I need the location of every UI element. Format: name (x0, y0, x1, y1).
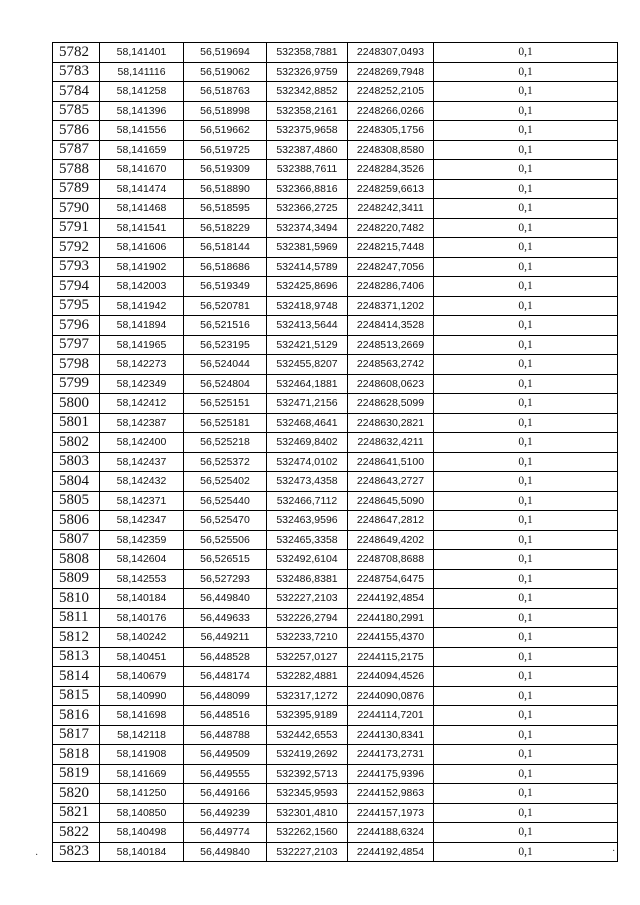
point-number-cell: 5802 (53, 433, 100, 453)
point-number-cell: 5813 (53, 647, 100, 667)
point-number-cell: 5807 (53, 530, 100, 550)
table-row (53, 316, 618, 336)
latitude-cell: 58,141116 (100, 62, 184, 82)
point-number-cell: 5786 (53, 121, 100, 141)
y-coordinate-cell: 2244115,2175 (348, 647, 434, 667)
x-coordinate-cell: 532464,1881 (267, 374, 348, 394)
x-coordinate-cell: 532474,0102 (267, 452, 348, 472)
x-coordinate-cell: 532366,8816 (267, 179, 348, 199)
point-number-cell: 5810 (53, 589, 100, 609)
latitude-cell: 58,142371 (100, 491, 184, 511)
table-row (53, 160, 618, 180)
table-row (53, 745, 618, 765)
latitude-cell: 58,140679 (100, 667, 184, 687)
latitude-cell: 58,141250 (100, 784, 184, 804)
x-coordinate-cell: 532374,3494 (267, 218, 348, 238)
accuracy-cell: 0,1 (434, 374, 618, 394)
accuracy-cell: 0,1 (434, 491, 618, 511)
latitude-cell: 58,140184 (100, 842, 184, 862)
point-number-cell: 5814 (53, 667, 100, 687)
latitude-cell: 58,140990 (100, 686, 184, 706)
accuracy-cell: 0,1 (434, 62, 618, 82)
point-number-cell: 5804 (53, 472, 100, 492)
y-coordinate-cell: 2244180,2991 (348, 608, 434, 628)
longitude-cell: 56,448174 (184, 667, 267, 687)
scan-speck: · (35, 850, 39, 861)
latitude-cell: 58,141258 (100, 82, 184, 102)
table-row (53, 101, 618, 121)
y-coordinate-cell: 2244192,4854 (348, 842, 434, 862)
latitude-cell: 58,140451 (100, 647, 184, 667)
y-coordinate-cell: 2248563,2742 (348, 355, 434, 375)
point-number-cell: 5820 (53, 784, 100, 804)
x-coordinate-cell: 532395,9189 (267, 706, 348, 726)
y-coordinate-cell: 2244130,8341 (348, 725, 434, 745)
latitude-cell: 58,142003 (100, 277, 184, 297)
point-number-cell: 5823 (53, 842, 100, 862)
point-number-cell: 5782 (53, 43, 100, 63)
accuracy-cell: 0,1 (434, 725, 618, 745)
x-coordinate-cell: 532463,9596 (267, 511, 348, 531)
point-number-cell: 5789 (53, 179, 100, 199)
y-coordinate-cell: 2248252,2105 (348, 82, 434, 102)
table-row (53, 82, 618, 102)
table-row (53, 667, 618, 687)
longitude-cell: 56,448528 (184, 647, 267, 667)
x-coordinate-cell: 532455,8207 (267, 355, 348, 375)
latitude-cell: 58,141942 (100, 296, 184, 316)
accuracy-cell: 0,1 (434, 335, 618, 355)
x-coordinate-cell: 532492,6104 (267, 550, 348, 570)
y-coordinate-cell: 2248608,0623 (348, 374, 434, 394)
x-coordinate-cell: 532468,4641 (267, 413, 348, 433)
latitude-cell: 58,141541 (100, 218, 184, 238)
latitude-cell: 58,141670 (100, 160, 184, 180)
y-coordinate-cell: 2248247,7056 (348, 257, 434, 277)
accuracy-cell: 0,1 (434, 803, 618, 823)
longitude-cell: 56,525402 (184, 472, 267, 492)
longitude-cell: 56,449774 (184, 823, 267, 843)
point-number-cell: 5808 (53, 550, 100, 570)
longitude-cell: 56,519694 (184, 43, 267, 63)
longitude-cell: 56,525218 (184, 433, 267, 453)
table-row (53, 706, 618, 726)
accuracy-cell: 0,1 (434, 569, 618, 589)
accuracy-cell: 0,1 (434, 647, 618, 667)
y-coordinate-cell: 2244188,6324 (348, 823, 434, 843)
point-number-cell: 5785 (53, 101, 100, 121)
longitude-cell: 56,523195 (184, 335, 267, 355)
longitude-cell: 56,518229 (184, 218, 267, 238)
x-coordinate-cell: 532419,2692 (267, 745, 348, 765)
latitude-cell: 58,141606 (100, 238, 184, 258)
x-coordinate-cell: 532366,2725 (267, 199, 348, 219)
table-row (53, 413, 618, 433)
x-coordinate-cell: 532418,9748 (267, 296, 348, 316)
latitude-cell: 58,142359 (100, 530, 184, 550)
x-coordinate-cell: 532413,5644 (267, 316, 348, 336)
y-coordinate-cell: 2248220,7482 (348, 218, 434, 238)
longitude-cell: 56,525151 (184, 394, 267, 414)
latitude-cell: 58,141669 (100, 764, 184, 784)
accuracy-cell: 0,1 (434, 550, 618, 570)
x-coordinate-cell: 532486,8381 (267, 569, 348, 589)
accuracy-cell: 0,1 (434, 608, 618, 628)
accuracy-cell: 0,1 (434, 530, 618, 550)
y-coordinate-cell: 2248284,3526 (348, 160, 434, 180)
x-coordinate-cell: 532442,6553 (267, 725, 348, 745)
table-row (53, 530, 618, 550)
point-number-cell: 5788 (53, 160, 100, 180)
y-coordinate-cell: 2248266,0266 (348, 101, 434, 121)
x-coordinate-cell: 532257,0127 (267, 647, 348, 667)
y-coordinate-cell: 2248649,4202 (348, 530, 434, 550)
longitude-cell: 56,449840 (184, 589, 267, 609)
latitude-cell: 58,141401 (100, 43, 184, 63)
longitude-cell: 56,525440 (184, 491, 267, 511)
x-coordinate-cell: 532387,4860 (267, 140, 348, 160)
longitude-cell: 56,525470 (184, 511, 267, 531)
longitude-cell: 56,518686 (184, 257, 267, 277)
point-number-cell: 5797 (53, 335, 100, 355)
x-coordinate-cell: 532414,5789 (267, 257, 348, 277)
longitude-cell: 56,518144 (184, 238, 267, 258)
longitude-cell: 56,519662 (184, 121, 267, 141)
latitude-cell: 58,141965 (100, 335, 184, 355)
accuracy-cell: 0,1 (434, 745, 618, 765)
longitude-cell: 56,449840 (184, 842, 267, 862)
x-coordinate-cell: 532317,1272 (267, 686, 348, 706)
x-coordinate-cell: 532471,2156 (267, 394, 348, 414)
table-row (53, 62, 618, 82)
accuracy-cell: 0,1 (434, 296, 618, 316)
y-coordinate-cell: 2244175,9396 (348, 764, 434, 784)
table-row (53, 374, 618, 394)
point-number-cell: 5793 (53, 257, 100, 277)
accuracy-cell: 0,1 (434, 218, 618, 238)
accuracy-cell: 0,1 (434, 43, 618, 63)
table-row (53, 199, 618, 219)
y-coordinate-cell: 2248305,1756 (348, 121, 434, 141)
table-row (53, 277, 618, 297)
accuracy-cell: 0,1 (434, 101, 618, 121)
table-row (53, 433, 618, 453)
point-number-cell: 5800 (53, 394, 100, 414)
accuracy-cell: 0,1 (434, 472, 618, 492)
table-row (53, 394, 618, 414)
accuracy-cell: 0,1 (434, 842, 618, 862)
y-coordinate-cell: 2248308,8580 (348, 140, 434, 160)
y-coordinate-cell: 2248215,7448 (348, 238, 434, 258)
longitude-cell: 56,527293 (184, 569, 267, 589)
x-coordinate-cell: 532226,2794 (267, 608, 348, 628)
x-coordinate-cell: 532466,7112 (267, 491, 348, 511)
longitude-cell: 56,449211 (184, 628, 267, 648)
y-coordinate-cell: 2244192,4854 (348, 589, 434, 609)
x-coordinate-cell: 532282,4881 (267, 667, 348, 687)
longitude-cell: 56,520781 (184, 296, 267, 316)
table-row (53, 238, 618, 258)
point-number-cell: 5795 (53, 296, 100, 316)
latitude-cell: 58,142432 (100, 472, 184, 492)
x-coordinate-cell: 532358,2161 (267, 101, 348, 121)
y-coordinate-cell: 2248269,7948 (348, 62, 434, 82)
longitude-cell: 56,448516 (184, 706, 267, 726)
point-number-cell: 5815 (53, 686, 100, 706)
longitude-cell: 56,449239 (184, 803, 267, 823)
point-number-cell: 5819 (53, 764, 100, 784)
y-coordinate-cell: 2248647,2812 (348, 511, 434, 531)
latitude-cell: 58,142347 (100, 511, 184, 531)
latitude-cell: 58,141556 (100, 121, 184, 141)
longitude-cell: 56,526515 (184, 550, 267, 570)
x-coordinate-cell: 532227,2103 (267, 589, 348, 609)
coordinates-table (52, 42, 618, 862)
scan-speck: · (612, 846, 616, 857)
accuracy-cell: 0,1 (434, 179, 618, 199)
point-number-cell: 5803 (53, 452, 100, 472)
y-coordinate-cell: 2248242,3411 (348, 199, 434, 219)
point-number-cell: 5787 (53, 140, 100, 160)
y-coordinate-cell: 2244173,2731 (348, 745, 434, 765)
x-coordinate-cell: 532358,7881 (267, 43, 348, 63)
point-number-cell: 5821 (53, 803, 100, 823)
y-coordinate-cell: 2248754,6475 (348, 569, 434, 589)
accuracy-cell: 0,1 (434, 686, 618, 706)
table-row (53, 452, 618, 472)
y-coordinate-cell: 2248645,5090 (348, 491, 434, 511)
longitude-cell: 56,519062 (184, 62, 267, 82)
x-coordinate-cell: 532342,8852 (267, 82, 348, 102)
latitude-cell: 58,141659 (100, 140, 184, 160)
x-coordinate-cell: 532425,8696 (267, 277, 348, 297)
table-row (53, 218, 618, 238)
latitude-cell: 58,142437 (100, 452, 184, 472)
accuracy-cell: 0,1 (434, 433, 618, 453)
table-row (53, 784, 618, 804)
latitude-cell: 58,141396 (100, 101, 184, 121)
y-coordinate-cell: 2244094,4526 (348, 667, 434, 687)
y-coordinate-cell: 2248628,5099 (348, 394, 434, 414)
point-number-cell: 5794 (53, 277, 100, 297)
y-coordinate-cell: 2244152,9863 (348, 784, 434, 804)
point-number-cell: 5801 (53, 413, 100, 433)
y-coordinate-cell: 2248371,1202 (348, 296, 434, 316)
point-number-cell: 5812 (53, 628, 100, 648)
accuracy-cell: 0,1 (434, 121, 618, 141)
y-coordinate-cell: 2248632,4211 (348, 433, 434, 453)
point-number-cell: 5791 (53, 218, 100, 238)
latitude-cell: 58,142604 (100, 550, 184, 570)
y-coordinate-cell: 2244114,7201 (348, 706, 434, 726)
point-number-cell: 5792 (53, 238, 100, 258)
accuracy-cell: 0,1 (434, 277, 618, 297)
table-row (53, 647, 618, 667)
latitude-cell: 58,140498 (100, 823, 184, 843)
accuracy-cell: 0,1 (434, 140, 618, 160)
table-row (53, 803, 618, 823)
x-coordinate-cell: 532301,4810 (267, 803, 348, 823)
x-coordinate-cell: 532469,8402 (267, 433, 348, 453)
longitude-cell: 56,449509 (184, 745, 267, 765)
point-number-cell: 5805 (53, 491, 100, 511)
y-coordinate-cell: 2244157,1973 (348, 803, 434, 823)
accuracy-cell: 0,1 (434, 706, 618, 726)
point-number-cell: 5817 (53, 725, 100, 745)
latitude-cell: 58,141894 (100, 316, 184, 336)
table-row (53, 257, 618, 277)
latitude-cell: 58,140184 (100, 589, 184, 609)
latitude-cell: 58,142349 (100, 374, 184, 394)
longitude-cell: 56,449555 (184, 764, 267, 784)
point-number-cell: 5798 (53, 355, 100, 375)
accuracy-cell: 0,1 (434, 199, 618, 219)
y-coordinate-cell: 2248630,2821 (348, 413, 434, 433)
table-row (53, 589, 618, 609)
latitude-cell: 58,142412 (100, 394, 184, 414)
y-coordinate-cell: 2248259,6613 (348, 179, 434, 199)
longitude-cell: 56,448788 (184, 725, 267, 745)
point-number-cell: 5796 (53, 316, 100, 336)
latitude-cell: 58,142553 (100, 569, 184, 589)
longitude-cell: 56,518890 (184, 179, 267, 199)
table-row (53, 628, 618, 648)
table-row (53, 764, 618, 784)
accuracy-cell: 0,1 (434, 589, 618, 609)
latitude-cell: 58,141908 (100, 745, 184, 765)
longitude-cell: 56,449633 (184, 608, 267, 628)
latitude-cell: 58,142400 (100, 433, 184, 453)
y-coordinate-cell: 2248307,0493 (348, 43, 434, 63)
accuracy-cell: 0,1 (434, 511, 618, 531)
table-row (53, 43, 618, 63)
longitude-cell: 56,524044 (184, 355, 267, 375)
longitude-cell: 56,449166 (184, 784, 267, 804)
point-number-cell: 5784 (53, 82, 100, 102)
accuracy-cell: 0,1 (434, 160, 618, 180)
longitude-cell: 56,525372 (184, 452, 267, 472)
table-row (53, 725, 618, 745)
latitude-cell: 58,140242 (100, 628, 184, 648)
accuracy-cell: 0,1 (434, 394, 618, 414)
x-coordinate-cell: 532465,3358 (267, 530, 348, 550)
point-number-cell: 5822 (53, 823, 100, 843)
table-row (53, 608, 618, 628)
accuracy-cell: 0,1 (434, 764, 618, 784)
x-coordinate-cell: 532381,5969 (267, 238, 348, 258)
longitude-cell: 56,519725 (184, 140, 267, 160)
accuracy-cell: 0,1 (434, 82, 618, 102)
table-row (53, 550, 618, 570)
x-coordinate-cell: 532227,2103 (267, 842, 348, 862)
x-coordinate-cell: 532262,1560 (267, 823, 348, 843)
table-row (53, 296, 618, 316)
point-number-cell: 5806 (53, 511, 100, 531)
latitude-cell: 58,142273 (100, 355, 184, 375)
table-row (53, 472, 618, 492)
longitude-cell: 56,518998 (184, 101, 267, 121)
longitude-cell: 56,518763 (184, 82, 267, 102)
x-coordinate-cell: 532233,7210 (267, 628, 348, 648)
latitude-cell: 58,142387 (100, 413, 184, 433)
point-number-cell: 5799 (53, 374, 100, 394)
accuracy-cell: 0,1 (434, 628, 618, 648)
x-coordinate-cell: 532345,9593 (267, 784, 348, 804)
longitude-cell: 56,519349 (184, 277, 267, 297)
longitude-cell: 56,525181 (184, 413, 267, 433)
table-row (53, 491, 618, 511)
table-body (53, 43, 618, 862)
latitude-cell: 58,141474 (100, 179, 184, 199)
y-coordinate-cell: 2248286,7406 (348, 277, 434, 297)
table-row (53, 179, 618, 199)
longitude-cell: 56,518595 (184, 199, 267, 219)
point-number-cell: 5811 (53, 608, 100, 628)
latitude-cell: 58,141698 (100, 706, 184, 726)
longitude-cell: 56,525506 (184, 530, 267, 550)
accuracy-cell: 0,1 (434, 452, 618, 472)
point-number-cell: 5816 (53, 706, 100, 726)
table-row (53, 842, 618, 862)
accuracy-cell: 0,1 (434, 667, 618, 687)
longitude-cell: 56,521516 (184, 316, 267, 336)
accuracy-cell: 0,1 (434, 238, 618, 258)
table-row (53, 823, 618, 843)
longitude-cell: 56,519309 (184, 160, 267, 180)
table-row (53, 569, 618, 589)
table-row (53, 355, 618, 375)
accuracy-cell: 0,1 (434, 316, 618, 336)
accuracy-cell: 0,1 (434, 413, 618, 433)
x-coordinate-cell: 532392,5713 (267, 764, 348, 784)
x-coordinate-cell: 532375,9658 (267, 121, 348, 141)
accuracy-cell: 0,1 (434, 823, 618, 843)
table-row (53, 686, 618, 706)
longitude-cell: 56,524804 (184, 374, 267, 394)
accuracy-cell: 0,1 (434, 257, 618, 277)
x-coordinate-cell: 532473,4358 (267, 472, 348, 492)
x-coordinate-cell: 532388,7611 (267, 160, 348, 180)
y-coordinate-cell: 2248414,3528 (348, 316, 434, 336)
y-coordinate-cell: 2248513,2669 (348, 335, 434, 355)
latitude-cell: 58,140850 (100, 803, 184, 823)
point-number-cell: 5783 (53, 62, 100, 82)
y-coordinate-cell: 2244090,0876 (348, 686, 434, 706)
latitude-cell: 58,140176 (100, 608, 184, 628)
y-coordinate-cell: 2248641,5100 (348, 452, 434, 472)
y-coordinate-cell: 2248643,2727 (348, 472, 434, 492)
accuracy-cell: 0,1 (434, 355, 618, 375)
longitude-cell: 56,448099 (184, 686, 267, 706)
latitude-cell: 58,141902 (100, 257, 184, 277)
point-number-cell: 5809 (53, 569, 100, 589)
accuracy-cell: 0,1 (434, 784, 618, 804)
table-row (53, 121, 618, 141)
latitude-cell: 58,142118 (100, 725, 184, 745)
point-number-cell: 5790 (53, 199, 100, 219)
table-row (53, 511, 618, 531)
x-coordinate-cell: 532326,9759 (267, 62, 348, 82)
point-number-cell: 5818 (53, 745, 100, 765)
y-coordinate-cell: 2244155,4370 (348, 628, 434, 648)
x-coordinate-cell: 532421,5129 (267, 335, 348, 355)
table-row (53, 140, 618, 160)
latitude-cell: 58,141468 (100, 199, 184, 219)
y-coordinate-cell: 2248708,8688 (348, 550, 434, 570)
table-row (53, 335, 618, 355)
